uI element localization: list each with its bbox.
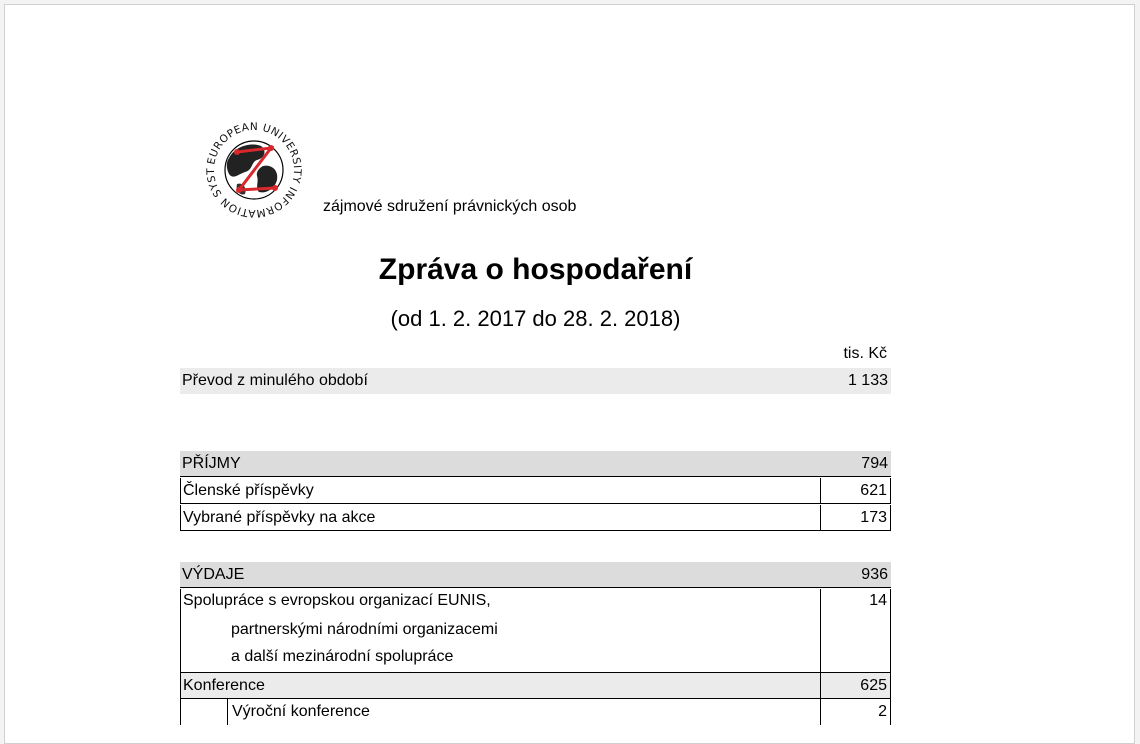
organization-type: zájmové sdružení právnických osob — [323, 198, 577, 215]
annual-conference-row — [227, 699, 891, 725]
income-item-value: 173 — [860, 509, 887, 526]
column-divider — [820, 505, 821, 530]
svg-text:EUROPEAN UNIVERSITY INFORMATIO: EUROPEAN UNIVERSITY INFORMATION SYST — [204, 120, 304, 220]
eunis-logo — [193, 110, 315, 222]
transfer-value: 1 133 — [847, 372, 888, 389]
cooperation-line-1: Spolupráce s evropskou organizací EUNIS, — [183, 592, 491, 609]
transfer-label: Převod z minulého období — [182, 372, 368, 389]
expenses-label: VÝDAJE — [182, 566, 245, 583]
conference-value: 625 — [860, 677, 887, 694]
annual-conference-label: Výroční konference — [232, 703, 370, 720]
cooperation-row — [180, 589, 891, 673]
expenses-header-row — [180, 562, 891, 588]
column-divider — [820, 699, 821, 725]
report-period: (od 1. 2. 2017 do 28. 2. 2018) — [390, 306, 681, 331]
transfer-row — [180, 368, 891, 394]
conference-label: Konference — [183, 677, 265, 694]
expenses-total: 936 — [861, 566, 888, 583]
report-title: Zpráva o hospodaření — [378, 253, 693, 286]
cooperation-line-2: partnerskými národními organizacemi — [231, 621, 498, 638]
cooperation-line-3: a další mezinárodní spolupráce — [231, 648, 454, 665]
logo-globe-icon — [193, 110, 315, 222]
annual-conference-value: 2 — [878, 703, 887, 720]
table-row — [180, 505, 891, 531]
income-item-label: Členské příspěvky — [183, 482, 314, 499]
table-row — [180, 478, 891, 504]
income-item-label: Vybrané příspěvky na akce — [183, 509, 376, 526]
cooperation-value: 14 — [869, 592, 887, 609]
column-divider — [820, 589, 821, 672]
income-item-value: 621 — [860, 482, 887, 499]
column-divider — [820, 478, 821, 503]
income-total: 794 — [861, 455, 888, 472]
currency-unit: tis. Kč — [843, 345, 887, 362]
income-label: PŘÍJMY — [182, 455, 241, 472]
income-header-row — [180, 451, 891, 477]
conference-row — [180, 673, 891, 699]
column-divider — [820, 673, 821, 698]
